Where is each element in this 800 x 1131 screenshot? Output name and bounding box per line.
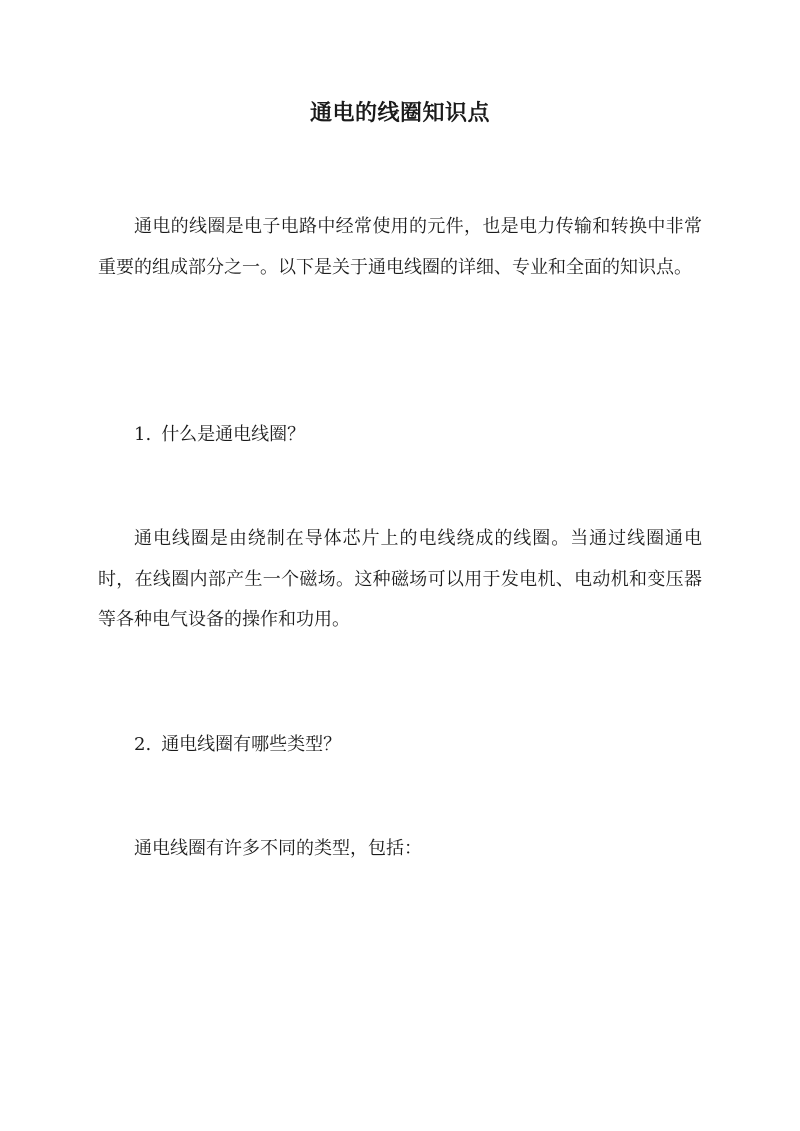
section-2-number: 2. bbox=[134, 734, 152, 755]
section-1-heading-text: 什么是通电线圈？ bbox=[161, 424, 306, 445]
section-2-heading bbox=[134, 730, 702, 760]
section-2-body: 通电线圈有许多不同的类型，包括： bbox=[134, 838, 422, 859]
intro-paragraph: 通电的线圈是电子电路中经常使用的元件，也是电力传输和转换中非常重要的组成部分之一。以下是关于通电线圈的详细、专业和全面的知识点。 bbox=[98, 216, 702, 278]
section-1-body: 通电线圈是由绕制在导体芯片上的电线绕成的线圈。当通过线圈通电时，在线圈内部产生一个磁场。这种磁场可以用于发电机、电动机和变压器等各种电气设备的操作和功用。 bbox=[98, 528, 702, 630]
section-2-heading-text: 通电线圈有哪些类型？ bbox=[161, 734, 342, 755]
section-1-heading bbox=[134, 420, 702, 450]
document-title: 通电的线圈知识点 bbox=[309, 100, 490, 126]
section-1-number: 1. bbox=[134, 424, 152, 445]
